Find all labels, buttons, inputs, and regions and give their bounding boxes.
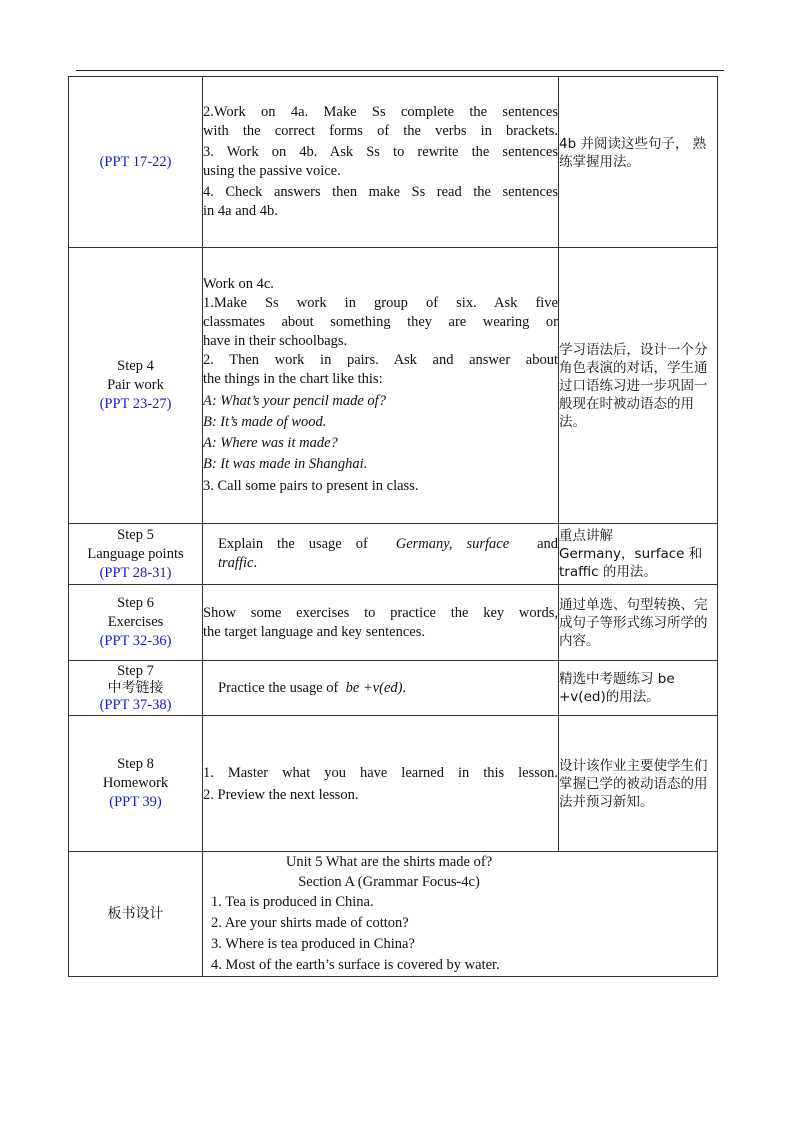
activity-cell (203, 585, 559, 661)
purpose-text: 设计该作业主要使学生们掌握已学的被动语态的用法并预习新知。 (559, 757, 708, 810)
dialogue-line: B: It’s made of wood. (203, 414, 327, 430)
purpose-text: 通过单选、句型转换、完成句子等形式练习所学的内容。 (559, 596, 708, 649)
step-name: Language points (87, 545, 184, 562)
ppt-range: (PPT 17-22) (99, 153, 172, 170)
table-row (69, 852, 718, 977)
activity-cell (203, 716, 559, 852)
board-line: 3. Where is tea produced in China? (211, 936, 415, 952)
activity-line: classmates about something they are wearing or (203, 314, 558, 330)
purpose-text: 学习语法后，设计一个分角色表演的对话，学生通过口语练习进一步巩固一般现在时被动语态的用法。 (559, 341, 708, 430)
table-row (69, 716, 718, 852)
activity-intro: Work on 4c. (203, 276, 274, 292)
step-cell (69, 524, 203, 585)
step-cell (69, 77, 203, 248)
activity-line: 4. Check answers then make Ss read the sentences (203, 184, 558, 200)
activity-cell (203, 524, 559, 585)
activity-line: the target language and key sentences. (203, 623, 425, 640)
activity-closing: 3. Call some pairs to present in class. (203, 478, 419, 494)
purpose-cell (559, 716, 718, 852)
activity-line: Practice the usage of be +v(ed). (218, 679, 407, 696)
activity-cell (203, 248, 559, 524)
lesson-plan-table (68, 76, 718, 977)
activity-line: 2. Then work in pairs. Ask and answer about (203, 352, 558, 368)
activity-cell (203, 661, 559, 716)
step-cell (69, 248, 203, 524)
purpose-cell (559, 77, 718, 248)
purpose-line: traffic 的用法。 (559, 564, 657, 580)
activity-line: traffic. (218, 555, 258, 571)
activity-line: 2.Work on 4a. Make Ss complete the sentences (203, 104, 558, 120)
activity-line: 1. Master what you have learned in this lesson. (203, 764, 558, 781)
activity-line: the things in the chart like this: (203, 371, 383, 387)
ppt-range: (PPT 28-31) (99, 564, 172, 581)
step-label: Step 6 (117, 595, 154, 611)
ppt-range: (PPT 39) (109, 794, 162, 810)
table-row (69, 248, 718, 524)
dialogue-line: A: What’s your pencil made of? (203, 393, 386, 409)
activity-line: 3. Work on 4b. Ask Ss to rewrite the sentences (203, 144, 558, 160)
activity-line: with the correct forms of the verbs in brackets. (203, 123, 558, 139)
board-title: Unit 5 What are the shirts made of? (285, 854, 493, 870)
purpose-line: +v(ed)的用法。 (559, 689, 660, 705)
table-row (69, 77, 718, 248)
table-row (69, 661, 718, 716)
activity-cell (203, 77, 559, 248)
activity-line: have in their schoolbags. (203, 333, 348, 349)
step-cell (69, 852, 203, 977)
board-cell (203, 852, 718, 977)
activity-line: Explain the usage of Germany, surface and (218, 536, 559, 552)
table-row (69, 524, 718, 585)
purpose-cell (559, 661, 718, 716)
activity-line: in 4a and 4b. (203, 203, 278, 219)
step-cell (69, 585, 203, 661)
board-line: 2. Are your shirts made of cotton? (211, 915, 409, 931)
purpose-cell (559, 585, 718, 661)
step-label: Step 5 (117, 526, 154, 543)
purpose-line: 重点讲解 (559, 528, 613, 544)
ppt-range: (PPT 32-36) (99, 633, 172, 649)
purpose-cell (559, 524, 718, 585)
activity-line: Show some exercises to practice the key words, (203, 604, 558, 621)
step-cell (69, 716, 203, 852)
board-subtitle: Section A (Grammar Focus-4c) (298, 874, 480, 890)
activity-line: using the passive voice. (203, 163, 341, 179)
purpose-text: 4b 并阅读这些句子， 熟练掌握用法。 (559, 136, 707, 170)
step-name: Pair work (107, 377, 164, 393)
ppt-range: (PPT 37-38) (99, 696, 172, 713)
board-line: 1. Tea is produced in China. (211, 894, 374, 910)
dialogue-line: A: Where was it made? (203, 435, 338, 451)
step-name: Exercises (107, 614, 164, 630)
board-line: 4. Most of the earth’s surface is covered by water. (211, 957, 500, 973)
step-label: Step 4 (117, 358, 154, 374)
step-label: Step 7 (117, 662, 154, 679)
header-rule (76, 70, 724, 71)
ppt-range: (PPT 23-27) (99, 396, 172, 412)
purpose-cell (559, 248, 718, 524)
step-label: Step 8 (117, 756, 154, 772)
activity-line: 1.Make Ss work in group of six. Ask five (203, 295, 558, 311)
dialogue-line: B: It was made in Shanghai. (203, 456, 368, 472)
purpose-line: 精选中考题练习 be (559, 671, 675, 687)
table-row (69, 585, 718, 661)
purpose-line: Germany，surface 和 (559, 546, 703, 562)
step-name: 中考链接 (107, 679, 164, 696)
step-cell (69, 661, 203, 716)
activity-line: 2. Preview the next lesson. (203, 786, 359, 803)
step-name: Homework (102, 775, 169, 791)
step-label: 板书设计 (107, 905, 164, 922)
